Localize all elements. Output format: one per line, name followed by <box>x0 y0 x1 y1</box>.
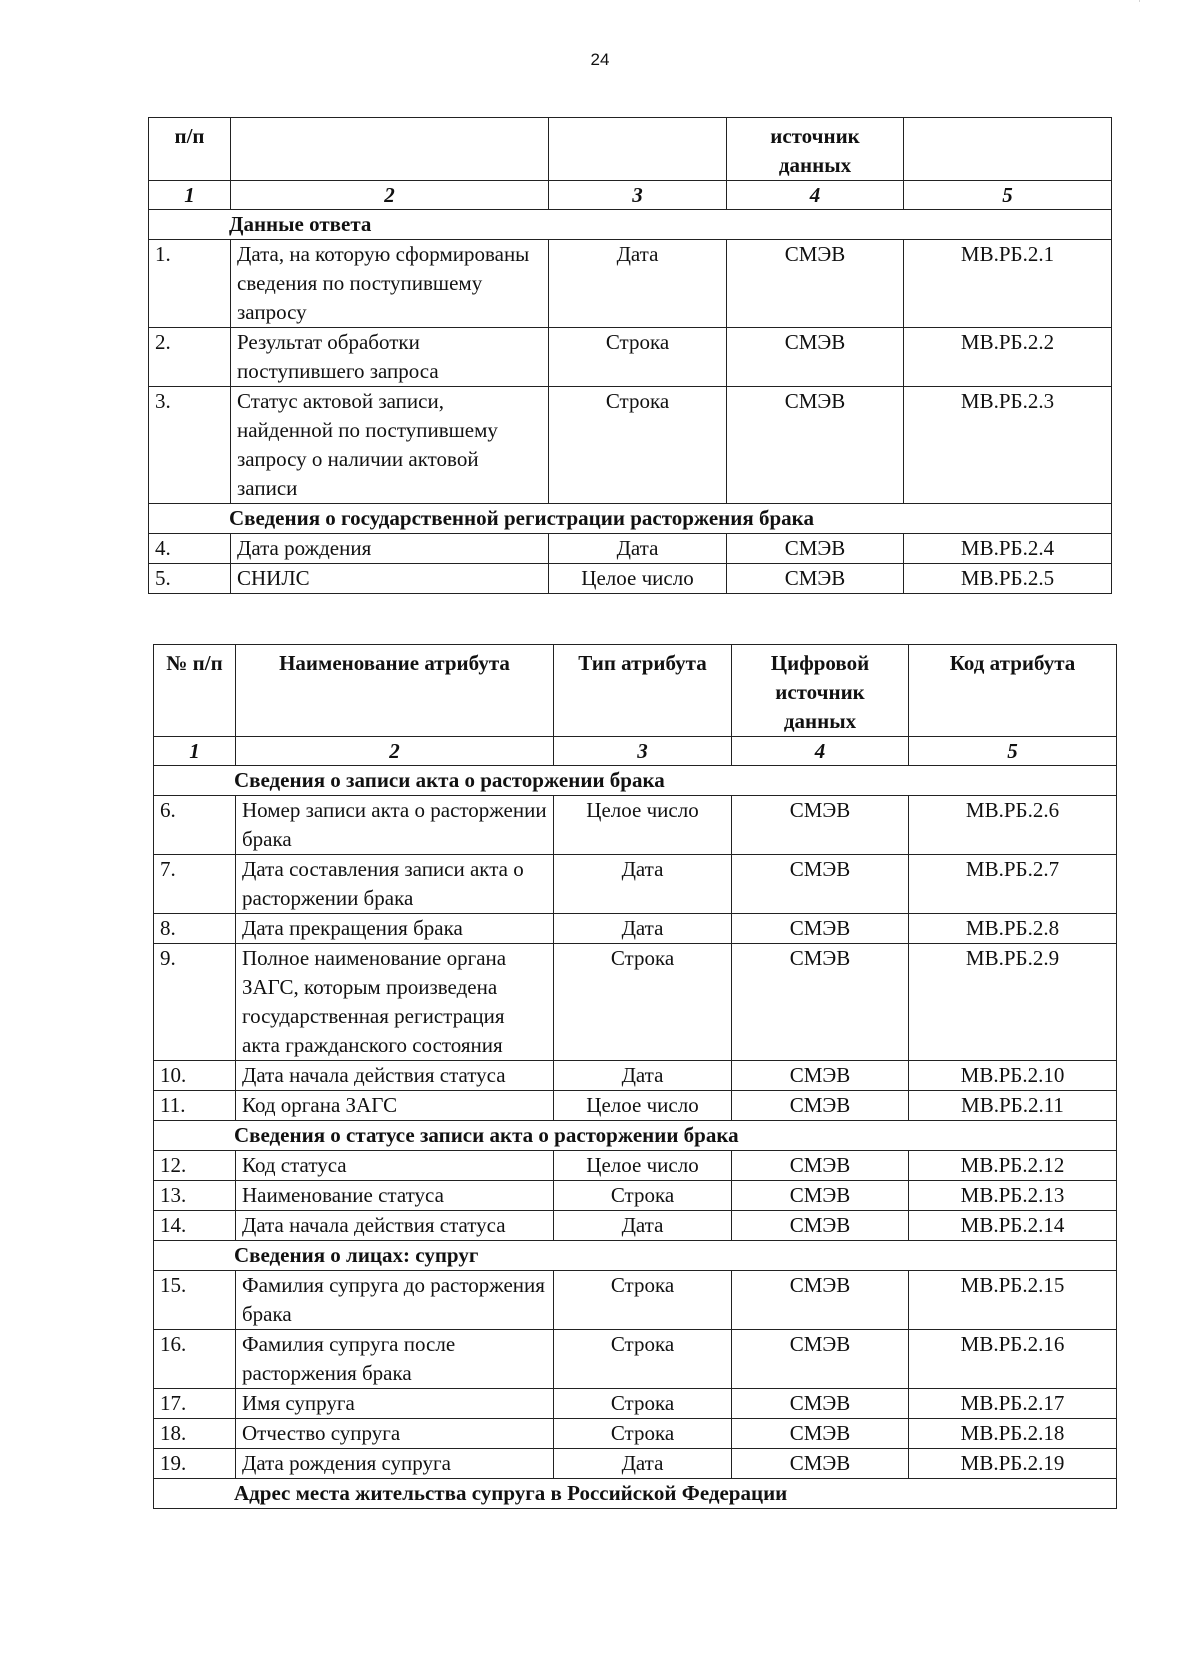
header-cell-source: Цифровой источник данных <box>732 645 909 737</box>
section-title: Адрес места жительства супруга в Российской Федерации <box>154 1479 1117 1509</box>
data-source: СМЭВ <box>727 240 904 328</box>
attribute-name: Фамилия супруга до расторжения брака <box>236 1271 554 1330</box>
header-cell-name <box>231 118 549 181</box>
section-title: Сведения о государственной регистрации расторжения брака <box>149 504 1112 534</box>
data-source: СМЭВ <box>732 855 909 914</box>
row-number: 3. <box>149 387 231 504</box>
table-row <box>149 387 1112 504</box>
data-source: СМЭВ <box>732 944 909 1061</box>
attribute-code: МВ.РБ.2.12 <box>909 1151 1117 1181</box>
attribute-type: Дата <box>554 1449 732 1479</box>
row-number: 8. <box>154 914 236 944</box>
attribute-name: СНИЛС <box>231 564 549 594</box>
section-title-row <box>154 1479 1117 1509</box>
attribute-name: Отчество супруга <box>236 1419 554 1449</box>
section-title-row <box>154 1241 1117 1271</box>
column-index-cell: 4 <box>732 737 909 766</box>
attribute-code: МВ.РБ.2.14 <box>909 1211 1117 1241</box>
column-index-cell: 5 <box>904 181 1112 210</box>
header-cell-code <box>904 118 1112 181</box>
data-source: СМЭВ <box>732 1271 909 1330</box>
row-number: 16. <box>154 1330 236 1389</box>
section-title-row <box>154 766 1117 796</box>
table-header-row-continued <box>149 118 1112 181</box>
row-number: 4. <box>149 534 231 564</box>
column-index-cell: 3 <box>549 181 727 210</box>
section-title: Сведения о статусе записи акта о расторжении брака <box>154 1121 1117 1151</box>
attribute-type: Строка <box>554 1389 732 1419</box>
column-index-row <box>154 737 1117 766</box>
data-source: СМЭВ <box>732 1091 909 1121</box>
attribute-name: Дата рождения <box>231 534 549 564</box>
attribute-type: Строка <box>554 1330 732 1389</box>
attribute-name: Статус актовой записи, найденной по поступившему запросу о наличии актовой записи <box>231 387 549 504</box>
attribute-code: МВ.РБ.2.10 <box>909 1061 1117 1091</box>
attributes-table-continued <box>148 117 1112 594</box>
table-row <box>154 1419 1117 1449</box>
row-number: 17. <box>154 1389 236 1419</box>
table-row <box>154 1061 1117 1091</box>
attribute-type: Целое число <box>554 1091 732 1121</box>
table-header-row <box>154 645 1117 737</box>
data-source: СМЭВ <box>732 1389 909 1419</box>
row-number: 1. <box>149 240 231 328</box>
attribute-code: МВ.РБ.2.11 <box>909 1091 1117 1121</box>
header-cell-source: источник данных <box>727 118 904 181</box>
table-row <box>149 564 1112 594</box>
data-source: СМЭВ <box>732 914 909 944</box>
attribute-type: Строка <box>549 387 727 504</box>
attribute-code: МВ.РБ.2.16 <box>909 1330 1117 1389</box>
row-number: 5. <box>149 564 231 594</box>
attribute-code: МВ.РБ.2.6 <box>909 796 1117 855</box>
attribute-type: Дата <box>549 534 727 564</box>
attribute-code: МВ.РБ.2.5 <box>904 564 1112 594</box>
attribute-code: МВ.РБ.2.1 <box>904 240 1112 328</box>
attribute-code: МВ.РБ.2.4 <box>904 534 1112 564</box>
attribute-type: Дата <box>549 240 727 328</box>
attribute-name: Код статуса <box>236 1151 554 1181</box>
attributes-table <box>153 644 1117 1509</box>
table-row <box>154 1330 1117 1389</box>
attribute-type: Целое число <box>554 1151 732 1181</box>
attribute-code: МВ.РБ.2.13 <box>909 1181 1117 1211</box>
row-number: 10. <box>154 1061 236 1091</box>
data-source: СМЭВ <box>732 1211 909 1241</box>
table-row <box>149 328 1112 387</box>
scan-corner-mark: ˙ <box>1137 0 1142 11</box>
attribute-type: Дата <box>554 1211 732 1241</box>
attribute-type: Строка <box>554 944 732 1061</box>
attribute-name: Результат обработки поступившего запроса <box>231 328 549 387</box>
row-number: 9. <box>154 944 236 1061</box>
data-source: СМЭВ <box>732 1061 909 1091</box>
data-source: СМЭВ <box>732 1181 909 1211</box>
attribute-code: МВ.РБ.2.18 <box>909 1419 1117 1449</box>
attribute-type: Строка <box>554 1419 732 1449</box>
attribute-code: МВ.РБ.2.9 <box>909 944 1117 1061</box>
table-row <box>154 1091 1117 1121</box>
attribute-code: МВ.РБ.2.2 <box>904 328 1112 387</box>
section-title: Данные ответа <box>149 210 1112 240</box>
table-body <box>149 118 1112 594</box>
row-number: 19. <box>154 1449 236 1479</box>
attribute-code: МВ.РБ.2.8 <box>909 914 1117 944</box>
attribute-code: МВ.РБ.2.19 <box>909 1449 1117 1479</box>
attribute-name: Дата рождения супруга <box>236 1449 554 1479</box>
column-index-cell: 2 <box>231 181 549 210</box>
header-cell-number: п/п <box>149 118 231 181</box>
attribute-name: Дата начала действия статуса <box>236 1211 554 1241</box>
attribute-name: Дата начала действия статуса <box>236 1061 554 1091</box>
attribute-type: Целое число <box>549 564 727 594</box>
section-title: Сведения о записи акта о расторжении брака <box>154 766 1117 796</box>
row-number: 6. <box>154 796 236 855</box>
page-number: 24 <box>590 50 610 69</box>
column-index-cell: 2 <box>236 737 554 766</box>
row-number: 15. <box>154 1271 236 1330</box>
data-source: СМЭВ <box>732 1419 909 1449</box>
column-index-cell: 1 <box>149 181 231 210</box>
header-cell-number: № п/п <box>154 645 236 737</box>
column-index-row <box>149 181 1112 210</box>
table-row <box>149 534 1112 564</box>
row-number: 2. <box>149 328 231 387</box>
header-cell-code: Код атрибута <box>909 645 1117 737</box>
attribute-type: Строка <box>549 328 727 387</box>
attribute-name: Наименование статуса <box>236 1181 554 1211</box>
section-title-row <box>149 210 1112 240</box>
attribute-type: Строка <box>554 1271 732 1330</box>
data-source: СМЭВ <box>727 387 904 504</box>
table-row <box>154 1389 1117 1419</box>
column-index-cell: 5 <box>909 737 1117 766</box>
attribute-type: Дата <box>554 855 732 914</box>
data-source: СМЭВ <box>727 328 904 387</box>
table-row <box>149 240 1112 328</box>
header-cell-type: Тип атрибута <box>554 645 732 737</box>
section-title: Сведения о лицах: супруг <box>154 1241 1117 1271</box>
attribute-type: Дата <box>554 1061 732 1091</box>
data-source: СМЭВ <box>732 796 909 855</box>
attribute-name: Дата составления записи акта о расторжении брака <box>236 855 554 914</box>
table-row <box>154 1151 1117 1181</box>
table-row <box>154 1211 1117 1241</box>
attribute-type: Дата <box>554 914 732 944</box>
row-number: 12. <box>154 1151 236 1181</box>
table-row <box>154 796 1117 855</box>
table-row <box>154 855 1117 914</box>
data-source: СМЭВ <box>727 534 904 564</box>
table-row <box>154 1181 1117 1211</box>
column-index-cell: 1 <box>154 737 236 766</box>
table-body <box>154 645 1117 1509</box>
row-number: 11. <box>154 1091 236 1121</box>
row-number: 18. <box>154 1419 236 1449</box>
attribute-name: Код органа ЗАГС <box>236 1091 554 1121</box>
attribute-name: Полное наименование органа ЗАГС, которым произведена государственная регистрация акта гражданского состояния <box>236 944 554 1061</box>
table-row <box>154 1449 1117 1479</box>
attribute-name: Номер записи акта о расторжении брака <box>236 796 554 855</box>
attribute-code: МВ.РБ.2.17 <box>909 1389 1117 1419</box>
header-cell-name: Наименование атрибута <box>236 645 554 737</box>
attribute-code: МВ.РБ.2.7 <box>909 855 1117 914</box>
column-index-cell: 3 <box>554 737 732 766</box>
table-row <box>154 914 1117 944</box>
row-number: 13. <box>154 1181 236 1211</box>
data-source: СМЭВ <box>732 1330 909 1389</box>
attribute-code: МВ.РБ.2.3 <box>904 387 1112 504</box>
table-row <box>154 944 1117 1061</box>
data-source: СМЭВ <box>727 564 904 594</box>
attribute-code: МВ.РБ.2.15 <box>909 1271 1117 1330</box>
row-number: 7. <box>154 855 236 914</box>
attribute-name: Фамилия супруга после расторжения брака <box>236 1330 554 1389</box>
data-source: СМЭВ <box>732 1449 909 1479</box>
section-title-row <box>154 1121 1117 1151</box>
header-cell-type <box>549 118 727 181</box>
table-row <box>154 1271 1117 1330</box>
attribute-name: Дата, на которую сформированы сведения по поступившему запросу <box>231 240 549 328</box>
attribute-name: Дата прекращения брака <box>236 914 554 944</box>
attribute-name: Имя супруга <box>236 1389 554 1419</box>
data-source: СМЭВ <box>732 1151 909 1181</box>
attribute-type: Целое число <box>554 796 732 855</box>
row-number: 14. <box>154 1211 236 1241</box>
section-title-row <box>149 504 1112 534</box>
column-index-cell: 4 <box>727 181 904 210</box>
attribute-type: Строка <box>554 1181 732 1211</box>
